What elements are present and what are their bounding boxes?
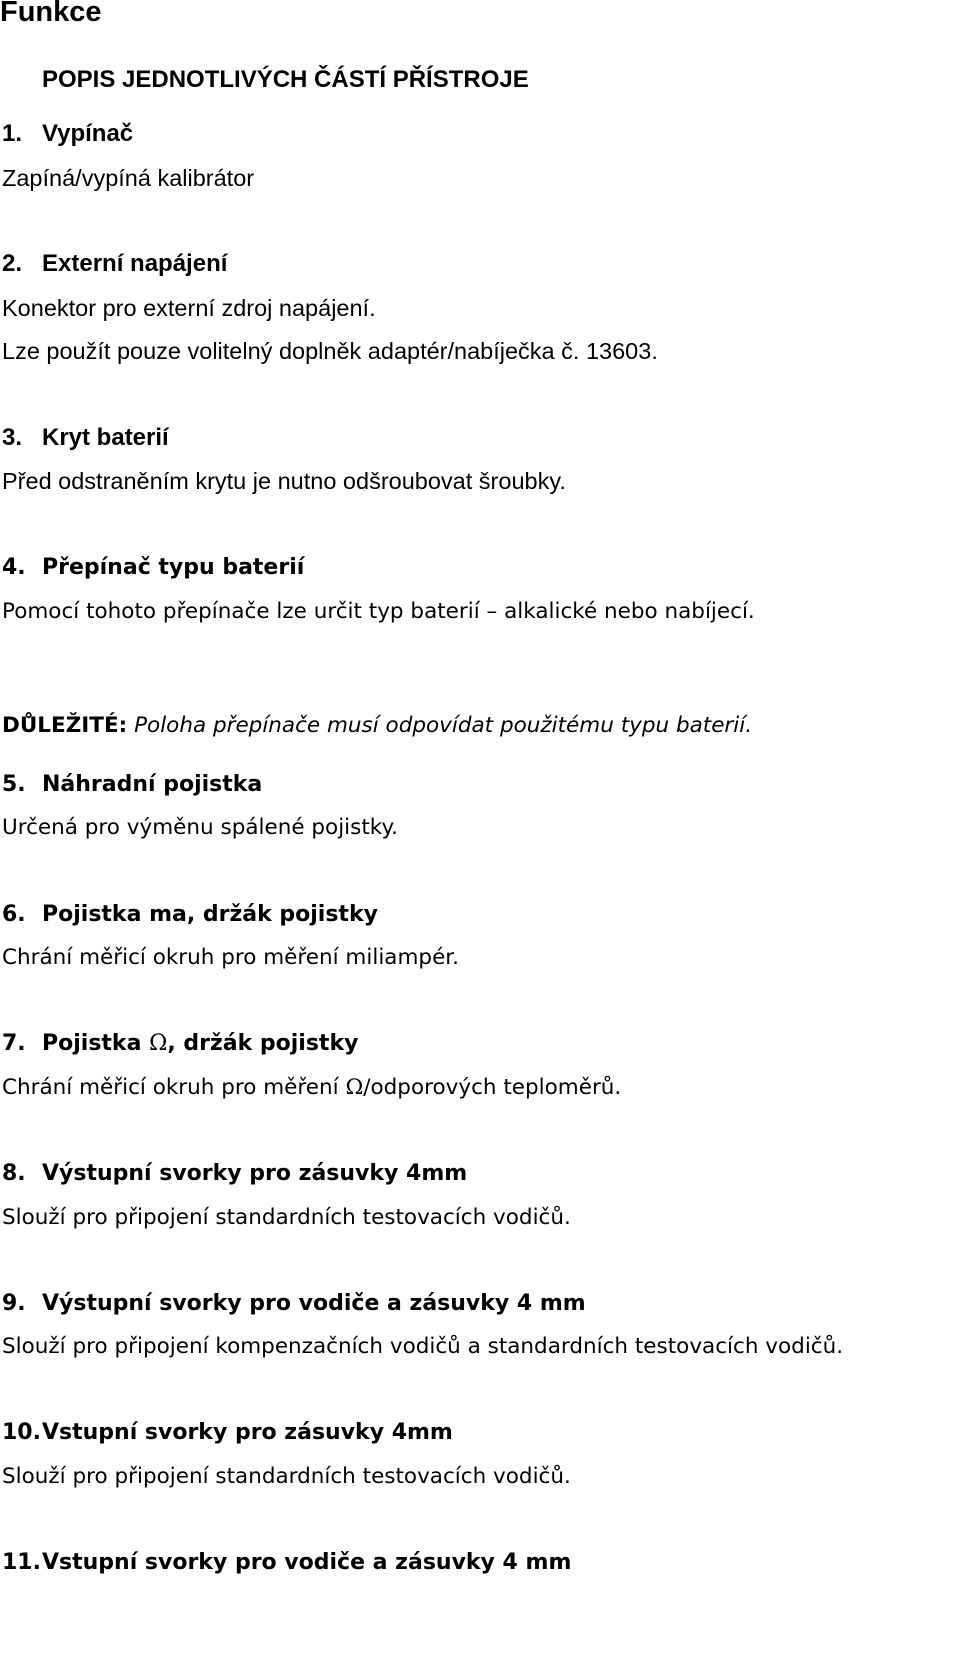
item-number: 2. bbox=[2, 250, 23, 277]
important-text: Poloha přepínače musí odpovídat použitému typu baterií. bbox=[134, 713, 753, 738]
item-number: 1. bbox=[2, 120, 23, 147]
item-5-title bbox=[2, 770, 262, 800]
item-9-description: Slouží pro připojení kompenzačních vodičů a standardních testovacích vodičů. bbox=[2, 1334, 844, 1359]
item-number: 8. bbox=[2, 1161, 26, 1186]
item-8-description: Slouží pro připojení standardních testovacích vodičů. bbox=[2, 1205, 571, 1230]
item-title-text: Externí napájení bbox=[42, 250, 228, 277]
item-number: 3. bbox=[2, 424, 23, 451]
item-title-text: Pojistka bbox=[42, 1031, 150, 1056]
item-6-description: Chrání měřicí okruh pro měření miliampér. bbox=[2, 945, 459, 970]
item-1-description: Zapíná/vypíná kalibrátor bbox=[2, 165, 255, 191]
item-6-title bbox=[2, 900, 378, 930]
description-text: Chrání měřicí okruh pro měření bbox=[2, 1075, 346, 1100]
item-number: 6. bbox=[2, 902, 26, 927]
item-2-description-line-2: Lze použít pouze volitelný doplněk adaptér/nabíječka č. 13603. bbox=[2, 338, 658, 364]
item-1-title bbox=[2, 119, 133, 149]
item-title-text: Výstupní svorky pro vodiče a zásuvky 4 mm bbox=[42, 1291, 586, 1316]
item-11-title bbox=[2, 1548, 571, 1578]
item-4-title bbox=[2, 553, 304, 583]
item-2-title bbox=[2, 249, 227, 279]
item-4-description: Pomocí tohoto přepínače lze určit typ baterií – alkalické nebo nabíjecí. bbox=[2, 599, 755, 624]
description-text: /odporových teploměrů. bbox=[363, 1075, 622, 1100]
item-title-text: Výstupní svorky pro zásuvky 4mm bbox=[42, 1161, 468, 1186]
item-number: 11. bbox=[2, 1550, 41, 1575]
item-number: 7. bbox=[2, 1031, 26, 1056]
item-title-text: Přepínač typu baterií bbox=[42, 555, 305, 580]
item-number: 9. bbox=[2, 1291, 26, 1316]
item-2-description-line-1: Konektor pro externí zdroj napájení. bbox=[2, 295, 376, 321]
item-title-text: Vypínač bbox=[42, 120, 134, 147]
important-label: DŮLEŽITÉ: bbox=[2, 713, 128, 738]
item-3-title bbox=[2, 423, 169, 453]
page-heading: Funkce bbox=[0, 0, 102, 28]
item-number: 5. bbox=[2, 772, 26, 797]
omega-symbol: Ω bbox=[345, 1075, 364, 1100]
item-3-description: Před odstraněním krytu je nutno odšroubovat šroubky. bbox=[2, 468, 566, 494]
important-note bbox=[2, 711, 752, 741]
section-heading: POPIS JEDNOTLIVÝCH ČÁSTÍ PŘÍSTROJE bbox=[42, 66, 529, 93]
item-number: 4. bbox=[2, 555, 26, 580]
item-8-title bbox=[2, 1159, 467, 1189]
item-5-description: Určená pro výměnu spálené pojistky. bbox=[2, 815, 398, 840]
item-title-text: Vstupní svorky pro zásuvky 4mm bbox=[42, 1420, 453, 1445]
item-10-description: Slouží pro připojení standardních testovacích vodičů. bbox=[2, 1464, 571, 1489]
item-9-title bbox=[2, 1289, 586, 1319]
item-7-title bbox=[2, 1029, 358, 1059]
item-10-title bbox=[2, 1418, 453, 1448]
item-title-text: , držák pojistky bbox=[167, 1031, 359, 1056]
omega-symbol: Ω bbox=[149, 1031, 168, 1056]
item-title-text: Kryt baterií bbox=[42, 424, 169, 451]
item-title-text: Vstupní svorky pro vodiče a zásuvky 4 mm bbox=[42, 1550, 572, 1575]
item-7-description bbox=[2, 1073, 621, 1103]
item-number: 10. bbox=[2, 1420, 41, 1445]
item-title-text: Pojistka ma, držák pojistky bbox=[42, 902, 378, 927]
item-title-text: Náhradní pojistka bbox=[42, 772, 263, 797]
